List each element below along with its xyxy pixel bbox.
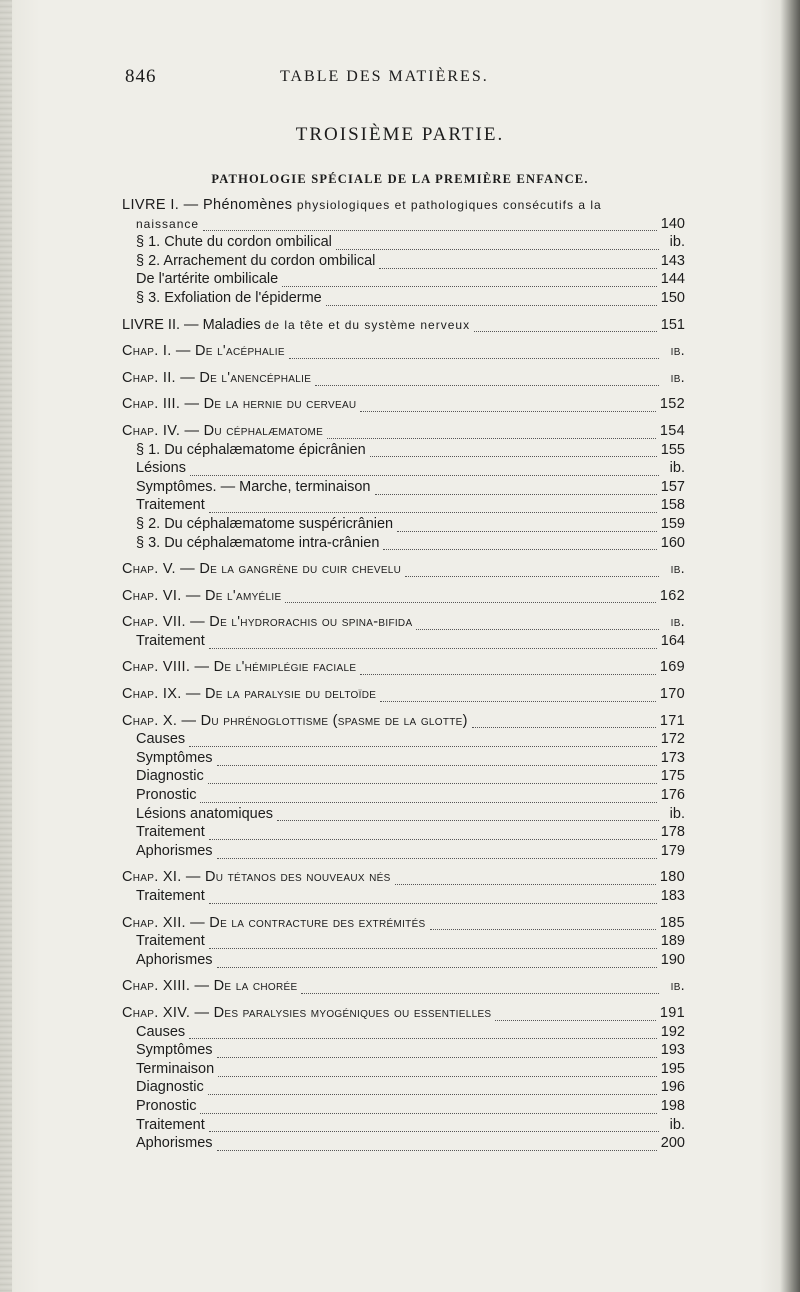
entry-page: ib. xyxy=(670,343,685,360)
page-edge xyxy=(0,0,12,1292)
toc-entry xyxy=(122,496,685,515)
chapter-entry xyxy=(122,868,685,887)
toc-entry xyxy=(122,233,685,252)
running-title: TABLE DES MATIÈRES. xyxy=(280,68,489,85)
page-header xyxy=(125,66,685,90)
toc-entry xyxy=(122,1097,685,1116)
entry-page: 150 xyxy=(660,289,685,306)
dot-leader xyxy=(301,983,659,994)
dot-leader xyxy=(217,1140,657,1151)
entry-label: Symptômes xyxy=(136,1042,213,1059)
part-title: TROISIÈME PARTIE. xyxy=(295,124,505,145)
toc-entry xyxy=(122,887,685,906)
entry-page: 192 xyxy=(660,1023,685,1040)
entry-label: Chap. VIII. — De l'hémiplégie faciale xyxy=(122,659,357,676)
dot-leader xyxy=(327,428,656,439)
livre-2-heading xyxy=(122,316,685,335)
entry-label: Chap. IV. — Du céphalæmatome xyxy=(122,422,324,439)
toc-entry xyxy=(122,786,685,805)
livre-1-items xyxy=(122,233,685,307)
entry-page: 144 xyxy=(660,271,685,288)
dot-leader xyxy=(209,938,657,949)
dot-leader xyxy=(209,502,657,513)
table-of-contents xyxy=(122,196,685,1153)
dot-leader xyxy=(189,736,657,747)
entry-label: Causes xyxy=(136,1023,186,1040)
entry-label: Traitement xyxy=(136,933,205,950)
livre-1-label-cont: physiologiques et pathologiques consécutifs a la xyxy=(296,198,602,212)
toc-entry xyxy=(122,515,685,534)
dot-leader xyxy=(217,755,657,766)
entry-label: Traitement xyxy=(136,824,205,841)
entry-page: ib. xyxy=(670,614,685,631)
part-subtitle: PATHOLOGIE SPÉCIALE DE LA PREMIÈRE ENFANCE. xyxy=(211,172,589,186)
entry-page: 155 xyxy=(660,441,685,458)
toc-entry xyxy=(122,823,685,842)
entry-label: Chap. VI. — De l'amyélie xyxy=(122,587,282,604)
entry-label: Traitement xyxy=(136,632,205,649)
entry-label: § 2. Arrachement du cordon ombilical xyxy=(136,252,376,269)
entry-page: 157 xyxy=(660,478,685,495)
folio-number: 846 xyxy=(125,66,157,87)
toc-entry xyxy=(122,1116,685,1135)
dot-leader xyxy=(189,1028,657,1039)
entry-label: Chap. XII. — De la contracture des extrémités xyxy=(122,914,426,931)
entry-label: Chap. III. — De la hernie du cerveau xyxy=(122,396,357,413)
entry-page: 158 xyxy=(660,497,685,514)
dot-leader xyxy=(315,375,659,386)
entry-page: 190 xyxy=(660,951,685,968)
entry-label: § 3. Du céphalæmatome intra-crânien xyxy=(136,534,380,551)
entry-label: § 1. Du céphalæmatome épicrânien xyxy=(136,441,366,458)
dot-leader xyxy=(360,401,655,412)
entry-page: 179 xyxy=(660,842,685,859)
dot-leader xyxy=(416,619,659,630)
dot-leader xyxy=(218,1066,657,1077)
toc-entry xyxy=(122,805,685,824)
entry-label: Chap. XI. — Du tétanos des nouveaux nés xyxy=(122,869,391,886)
entry-page: 152 xyxy=(659,396,685,413)
dot-leader xyxy=(200,1103,656,1114)
entry-page: ib. xyxy=(669,234,685,251)
entry-page: 198 xyxy=(660,1097,685,1114)
entry-label: Chap. VII. — De l'hydrorachis ou spina-bifida xyxy=(122,614,413,631)
livre-2-label-cont: de la tête et du système nerveux xyxy=(264,317,471,332)
entry-page: 193 xyxy=(660,1042,685,1059)
entry-label: Traitement xyxy=(136,497,205,514)
entry-page: ib. xyxy=(670,369,685,386)
chapter-entry xyxy=(122,977,685,996)
chapter-entry xyxy=(122,712,685,731)
entry-page: 175 xyxy=(660,768,685,785)
dot-leader xyxy=(209,893,657,904)
entry-page: 183 xyxy=(660,888,685,904)
dot-leader xyxy=(217,1047,657,1058)
dot-leader xyxy=(360,664,656,675)
dot-leader xyxy=(208,1084,657,1095)
entry-page: 191 xyxy=(659,1004,685,1021)
toc-entry xyxy=(122,932,685,951)
toc-entry xyxy=(122,252,685,271)
dot-leader xyxy=(200,792,656,803)
entry-label: Chap. XIV. — Des paralysies myogéniques ou essentielles xyxy=(122,1004,492,1021)
toc-entry xyxy=(122,632,685,651)
entry-label: Chap. XIII. — De la chorée xyxy=(122,978,298,995)
entry-page: 185 xyxy=(659,914,685,931)
chapter-entry xyxy=(122,914,685,933)
toc-entry xyxy=(122,270,685,289)
entry-label: Diagnostic xyxy=(136,768,204,785)
toc-entry xyxy=(122,534,685,553)
entry-page: ib. xyxy=(669,460,685,477)
toc-entry xyxy=(122,730,685,749)
dot-leader xyxy=(397,521,657,532)
toc-entry xyxy=(122,951,685,970)
entry-page: 171 xyxy=(659,712,685,729)
livre-1-label: LIVRE I. — Phénomènes xyxy=(122,197,293,213)
livre-2-label: LIVRE II. — Maladies xyxy=(122,316,261,333)
dot-leader xyxy=(430,919,656,930)
entry-page: 160 xyxy=(660,534,685,551)
toc-entry xyxy=(122,1023,685,1042)
entry-page: 162 xyxy=(659,587,685,604)
chapter-entry xyxy=(122,560,685,579)
entry-label: Aphorismes xyxy=(136,842,213,859)
entry-page: ib. xyxy=(669,805,685,822)
entry-page: ib. xyxy=(669,1116,685,1133)
entry-page: 164 xyxy=(660,632,685,649)
entry-page: 178 xyxy=(660,824,685,841)
entry-label: Pronostic xyxy=(136,787,197,804)
entry-page: 196 xyxy=(660,1079,685,1096)
entry-label: Lésions xyxy=(136,460,186,477)
entry-label: § 3. Exfoliation de l'épiderme xyxy=(136,289,322,306)
toc-entry xyxy=(122,441,685,460)
chapter-entry xyxy=(122,422,685,441)
entry-page: ib. xyxy=(670,561,685,578)
chapter-entry xyxy=(122,613,685,632)
dot-leader xyxy=(379,258,656,269)
entry-label: Symptômes. — Marche, terminaison xyxy=(136,478,371,495)
dot-leader xyxy=(282,276,657,287)
entry-page: 172 xyxy=(660,731,685,748)
entry-label: § 1. Chute du cordon ombilical xyxy=(136,234,332,251)
toc-entry xyxy=(122,767,685,786)
entry-label: Causes xyxy=(136,731,186,748)
dot-leader xyxy=(289,348,659,359)
livre-1-heading xyxy=(122,196,685,215)
dot-leader xyxy=(383,539,656,550)
entry-label: Aphorismes xyxy=(136,1135,213,1152)
entry-page: 151 xyxy=(660,316,685,333)
dot-leader xyxy=(190,465,659,476)
toc-entry xyxy=(122,842,685,861)
entry-label: Chap. X. — Du phrénoglottisme (spasme de la glotte) xyxy=(122,712,468,729)
dot-leader xyxy=(370,446,657,457)
dot-leader xyxy=(326,295,657,306)
entry-page: ib. xyxy=(670,978,685,995)
entry-page: 195 xyxy=(660,1060,685,1077)
entry-label: Pronostic xyxy=(136,1097,197,1114)
entry-page: 170 xyxy=(659,686,685,703)
entry-label: Chap. II. — De l'anencéphalie xyxy=(122,369,312,386)
toc-entry xyxy=(122,459,685,478)
dot-leader xyxy=(285,592,655,603)
dot-leader xyxy=(380,691,656,702)
chapter-entry xyxy=(122,685,685,704)
toc-entry xyxy=(122,1134,685,1153)
entry-page: 169 xyxy=(659,659,685,676)
dot-leader xyxy=(208,773,657,784)
entry-label: De l'artérite ombilicale xyxy=(136,271,279,288)
dot-leader xyxy=(405,566,659,577)
dot-leader xyxy=(395,874,656,885)
entry-label: Traitement xyxy=(136,1116,205,1133)
entry-label: Diagnostic xyxy=(136,1079,204,1096)
entry-page: 143 xyxy=(660,252,685,269)
entry-label: Chap. V. — De la gangrène du cuir chevelu xyxy=(122,561,402,578)
entry-page: 173 xyxy=(660,749,685,766)
entry-label: naissance xyxy=(136,216,200,231)
dot-leader xyxy=(474,321,657,332)
chapter-entry xyxy=(122,587,685,606)
dot-leader xyxy=(336,239,659,250)
entry-label: Chap. I. — De l'acéphalie xyxy=(122,343,285,360)
entry-page: 154 xyxy=(659,422,685,439)
toc-entry xyxy=(122,215,685,234)
dot-leader xyxy=(495,1010,656,1021)
dot-leader xyxy=(375,484,657,495)
chapter-entry xyxy=(122,1004,685,1023)
dot-leader xyxy=(209,1121,659,1132)
chapter-entry xyxy=(122,342,685,361)
entry-label: § 2. Du céphalæmatome suspéricrânien xyxy=(136,515,394,532)
dot-leader xyxy=(277,810,659,821)
dot-leader xyxy=(209,829,657,840)
entry-page: 159 xyxy=(660,515,685,532)
chapter-entry xyxy=(122,369,685,388)
entry-label: Aphorismes xyxy=(136,951,213,968)
entry-page: 176 xyxy=(660,787,685,804)
entry-page: 200 xyxy=(660,1135,685,1152)
toc-entry xyxy=(122,1060,685,1079)
toc-entry xyxy=(122,1041,685,1060)
dot-leader xyxy=(203,220,657,231)
entry-page: 180 xyxy=(659,869,685,886)
entry-page: 140 xyxy=(660,215,685,232)
entry-label: Traitement xyxy=(136,888,205,904)
dot-leader xyxy=(209,638,657,649)
toc-entry xyxy=(122,289,685,308)
dot-leader xyxy=(472,717,656,728)
toc-entry xyxy=(122,1078,685,1097)
chapter-entry xyxy=(122,395,685,414)
toc-entry xyxy=(122,749,685,768)
chapter-list xyxy=(122,342,685,1153)
toc-entry xyxy=(122,478,685,497)
entry-label: Lésions anatomiques xyxy=(136,805,274,822)
entry-page: 189 xyxy=(660,933,685,950)
chapter-entry xyxy=(122,658,685,677)
dot-leader xyxy=(217,848,657,859)
entry-label: Symptômes xyxy=(136,749,213,766)
entry-label: Terminaison xyxy=(136,1060,215,1077)
entry-label: Chap. IX. — De la paralysie du deltoïde xyxy=(122,686,377,703)
dot-leader xyxy=(217,957,657,968)
